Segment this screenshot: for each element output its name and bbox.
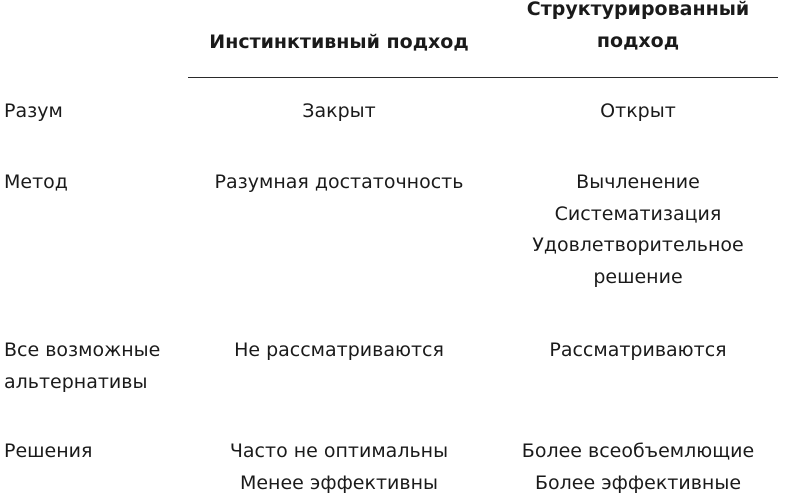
- instinctive-cell: [188, 167, 490, 199]
- structured-cell: [500, 167, 776, 293]
- row-label: [4, 335, 184, 398]
- structured-cell: [500, 335, 776, 367]
- structured-cell-line: Вычленение: [500, 167, 776, 199]
- row-label-line: Решения: [4, 436, 184, 468]
- structured-cell-line: Более эффективные: [500, 468, 776, 499]
- structured-cell-line: Систематизация: [500, 199, 776, 231]
- row-label-line: Метод: [4, 167, 184, 199]
- instinctive-cell-line: Не рассматриваются: [188, 335, 490, 367]
- row-label: [4, 96, 184, 128]
- instinctive-cell-line: Разумная достаточность: [188, 167, 490, 199]
- column-header-structured-line2: подход: [500, 25, 776, 57]
- row-label-line: Все возможные: [4, 335, 184, 367]
- structured-cell: [500, 436, 776, 499]
- instinctive-cell-line: Менее эффективны: [188, 468, 490, 499]
- instinctive-cell-line: Часто не оптимальны: [188, 436, 490, 468]
- structured-cell-line: Рассматриваются: [500, 335, 776, 367]
- instinctive-cell: [188, 335, 490, 367]
- row-label: [4, 167, 184, 199]
- row-label: [4, 436, 184, 468]
- row-label-line: Разум: [4, 96, 184, 128]
- instinctive-cell-line: Закрыт: [188, 96, 490, 128]
- column-header-instinctive: [188, 26, 490, 58]
- structured-cell-line: Открыт: [500, 96, 776, 128]
- column-header-instinctive-text: Инстинктивный подход: [209, 31, 468, 53]
- instinctive-cell: [188, 436, 490, 499]
- structured-cell-line: Более всеобъемлющие: [500, 436, 776, 468]
- structured-cell-line: Удовлетворительное: [500, 230, 776, 262]
- row-label-line: альтернативы: [4, 367, 184, 399]
- structured-cell-line: решение: [500, 262, 776, 294]
- column-header-structured: [500, 0, 776, 57]
- instinctive-cell: [188, 96, 490, 128]
- header-divider: [188, 77, 778, 78]
- column-header-structured-line1: Структурированный: [500, 0, 776, 25]
- structured-cell: [500, 96, 776, 128]
